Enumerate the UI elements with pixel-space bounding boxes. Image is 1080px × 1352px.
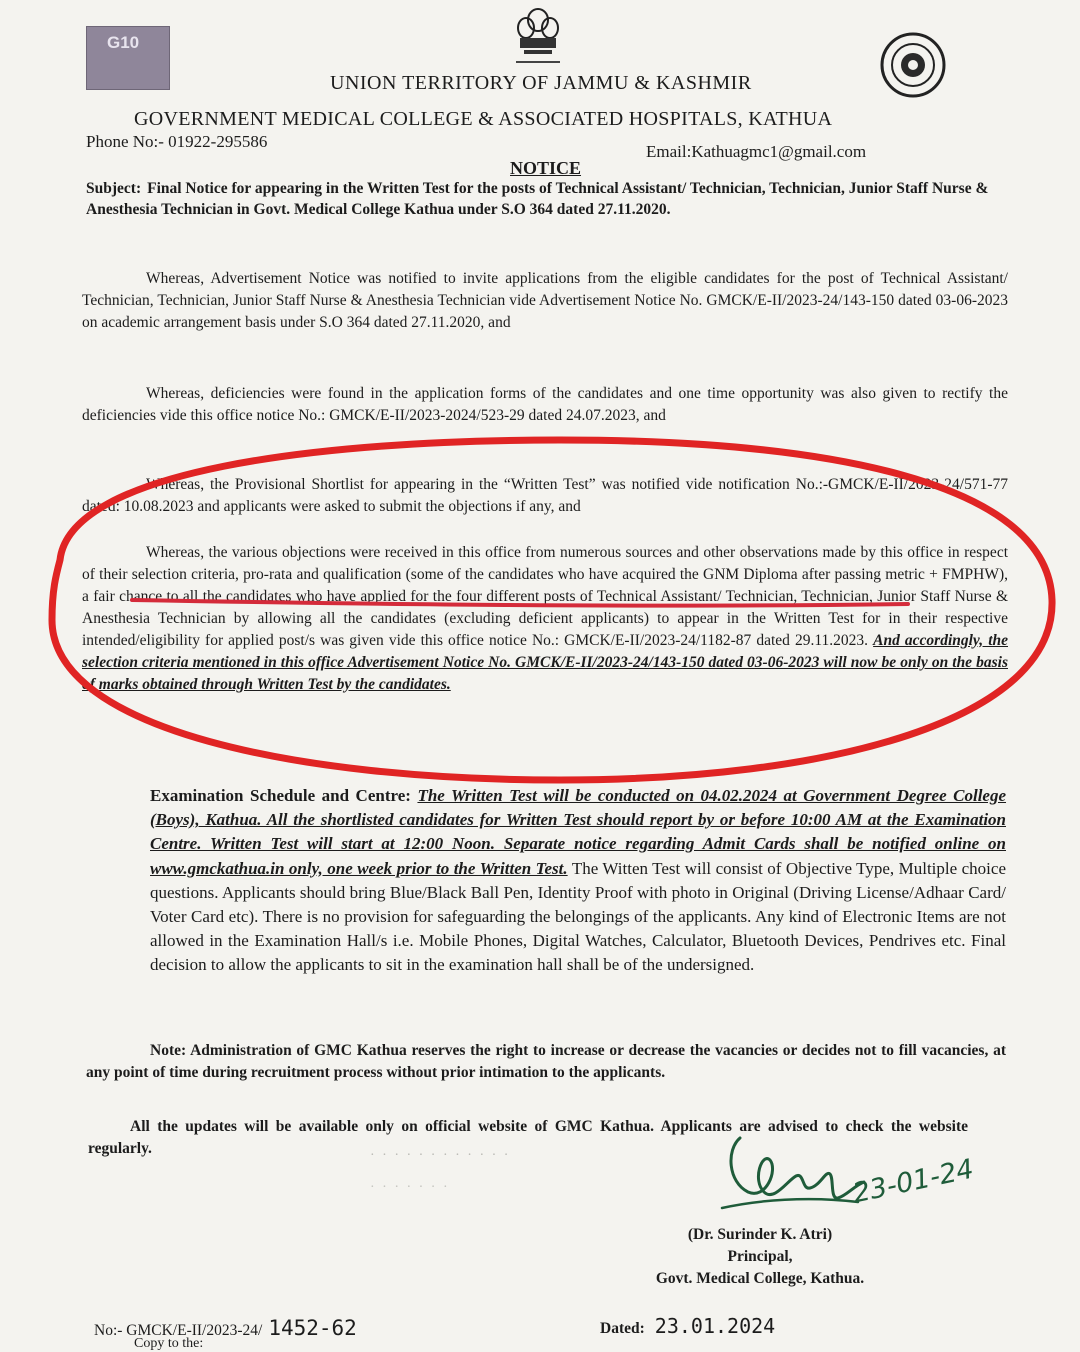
signature-block — [620, 1224, 900, 1290]
paragraph-note — [86, 1040, 1006, 1084]
paragraph-text: The Witten Test will consist of Objective Type, Multiple choice questions. Applicants should bring Blue/Black Ball Pen, Identity Proof with photo in Original (Driving License/Adhaar Card/ Voter Card etc). There is no provision for safeguarding the belongings of the applicants. Any kind of Electronic Items are not allowed in the Examination Hall/s i.e. Mobile Phones, Digital Watches, Calculator, Bluetooth Devices, Pendrives etc. Final decision to allow the applicants to sit in the examination hall shall be of the undersigned. — [150, 858, 1006, 975]
issue-date — [600, 1314, 775, 1338]
subject-text: Final Notice for appearing in the Written Test for the posts of Technical Assistant/ Technician, Technician, Junior Staff Nurse & Anesthesia Technician in Govt. Medical College Kathua under S.O 364 dated 27.11.2020. — [86, 180, 989, 218]
college-seal-icon — [880, 32, 946, 98]
bleed-through-text: · · · · · · · — [370, 1180, 450, 1195]
paragraph-text: All the updates will be available only on official website of GMC Kathua. Applicants are advised to check the website regularly. — [88, 1118, 968, 1157]
paragraph-text: Whereas, the various objections were received in this office from numerous sources and other observations made by this office in respect of their selection criteria, pro-rata and qualification (some of the candidates who have acquired the GNM Diploma after passing metric + FMPHW), a fair chance to all the candidates who have applied for the four different posts of Technical Assistant/ Technician, Technician, Junior Staff Nurse & Anesthesia Technician by allowing all the candidates (excluding deficient applicants) to appear in the Written Test for in their respective intended/eligibility for applied post/s was given vide this office notice No.: GMCK/E-II/2023-24/1182-87 dated 29.11.2023. — [82, 544, 1008, 649]
union-territory-heading: UNION TERRITORY OF JAMMU & KASHMIR — [330, 72, 752, 94]
paragraph-objections — [82, 542, 1008, 696]
college-heading: GOVERNMENT MEDICAL COLLEGE & ASSOCIATED HOSPITALS, KATHUA — [134, 108, 833, 130]
paragraph-text: Whereas, deficiencies were found in the application forms of the candidates and one time opportunity was also given to rectify the deficiencies vide this office notice No.: GMCK/E-II/2023-2024/523-29 dated 24.07.2023, and — [82, 385, 1008, 424]
subject-label: Subject: — [86, 180, 142, 197]
subject-line — [86, 178, 1008, 220]
paragraph-text: Whereas, Advertisement Notice was notified to invite applications from the eligible candidates for the post of Technical Assistant/ Technician, Technician, Junior Staff Nurse & Anesthesia Technician vide Advertisement Notice No. GMCK/E-II/2023-24/143-150 dated 03-06-2023 on academic arrangement basis under S.O 364 dated 27.11.2020, and — [82, 270, 1008, 331]
signatory-designation: Principal, — [727, 1248, 793, 1265]
bleed-through-text: · · · · · · · · · · · · — [370, 1148, 511, 1163]
issue-date-label: Dated: — [600, 1320, 645, 1337]
signature-icon — [718, 1130, 868, 1230]
left-logo-icon — [86, 26, 170, 90]
signature-date: 23-01-24 — [850, 1153, 977, 1210]
exam-schedule-label: Examination Schedule and Centre: — [150, 786, 411, 805]
reference-number-handwritten: 1452-62 — [268, 1316, 357, 1340]
email-address: Email:Kathuagmc1@gmail.com — [646, 142, 867, 161]
reference-number-label: No:- GMCK/E-II/2023-24/ — [94, 1322, 263, 1339]
left-logo-text: G10 — [107, 33, 140, 52]
paragraph-deficiencies — [82, 383, 1008, 427]
signatory-institution: Govt. Medical College, Kathua. — [655, 1270, 865, 1287]
selection-criteria-emphasis: And accordingly, the selection criteria mentioned in this office Advertisement Notice No. GMCK/E-II/2023-24/143-150 dated 03-06-2023 will now be only on the basis of marks obtained through Written Test by the candidates. — [82, 632, 1008, 693]
paragraph-shortlist — [82, 474, 1008, 518]
exam-schedule-emphasis: The Written Test will be conducted on 04.02.2024 at Government Degree College (Boys), Kathua. All the shortlisted candidates for Written Test should report by or before 10:00 AM at the Examination Centre. Written Test will start at 12:00 Noon. Separate notice regarding Admit Cards shall be notified online on www.gmckathua.in only, one week prior to the Written Test. — [150, 786, 1007, 878]
notice-title: NOTICE — [510, 158, 582, 178]
paragraph-exam-schedule — [150, 784, 1006, 978]
copy-to-line: Copy to the: — [134, 1336, 204, 1351]
signatory-name: (Dr. Surinder K. Atri) — [687, 1226, 833, 1243]
national-emblem-icon — [506, 6, 570, 68]
paragraph-text: Whereas, the Provisional Shortlist for appearing in the “Written Test” was notified vide notification No.:-GMCK/E-II/2023-24/571-77 dated: 10.08.2023 and applicants were asked to submit the objections if any, and — [82, 476, 1008, 515]
note-text: Administration of GMC Kathua reserves the right to increase or decrease the vacancies or decides not to fill vacancies, at any point of time during recruitment process without prior intimation to the applicants. — [86, 1042, 1006, 1081]
phone-number: Phone No:- 01922-295586 — [86, 132, 268, 151]
paragraph-advertisement — [82, 268, 1008, 334]
issue-date-handwritten: 23.01.2024 — [654, 1314, 776, 1338]
note-label: Note: — [150, 1042, 187, 1059]
